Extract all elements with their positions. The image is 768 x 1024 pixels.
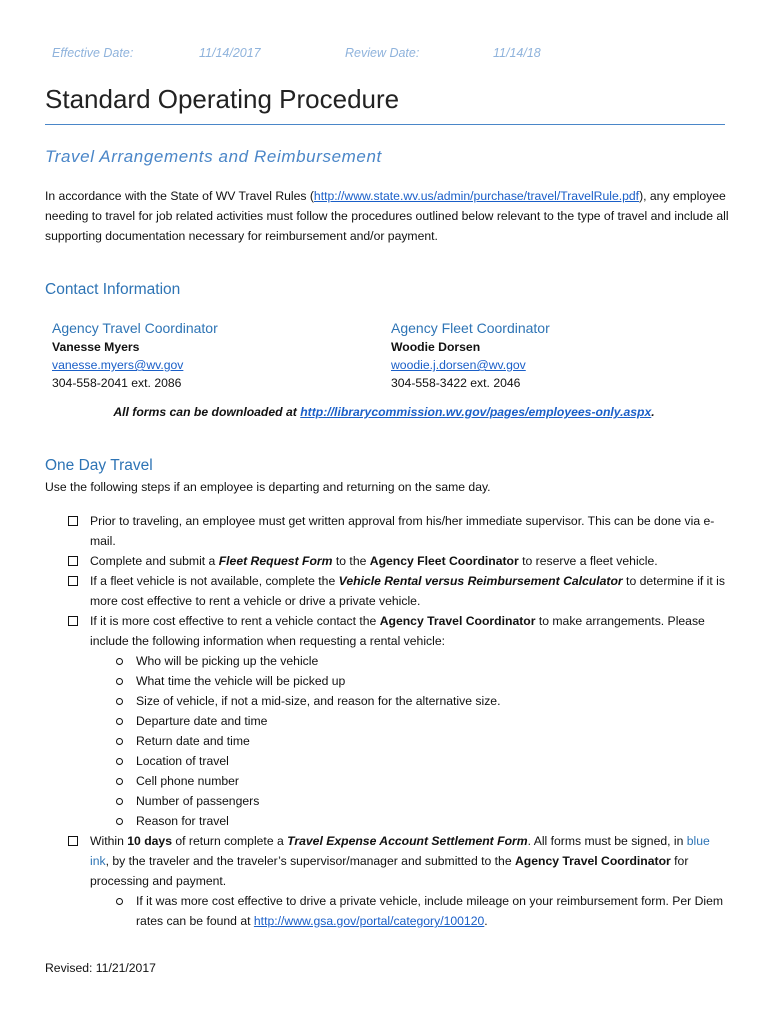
checkbox-icon [68, 616, 78, 626]
one-day-travel-steps [68, 511, 728, 931]
review-date-label: Review Date: [345, 46, 420, 60]
travel-coordinator-role: Agency Travel Coordinator [52, 320, 218, 336]
travel-rules-link[interactable]: http://www.state.wv.us/admin/purchase/travel/TravelRule.pdf [313, 189, 640, 203]
effective-date-value: 11/14/2017 [199, 46, 261, 60]
intro-paragraph: In accordance with the State of WV Travel Rules (http://www.state.wv.us/admin/purchase/travel/TravelRule.pdf), any employee needing to travel for job related activities must follow the procedures outlined below relevant to the type of travel and include all supporting documentation necessary for reimbursement and/or payment. [45, 189, 729, 243]
fleet-coordinator-phone: 304-558-3422 ext. 2046 [391, 376, 521, 390]
list-item: Cell phone number [114, 771, 728, 791]
list-item: Departure date and time [114, 711, 728, 731]
list-item: Who will be picking up the vehicle [114, 651, 728, 671]
one-day-travel-intro: Use the following steps if an employee is departing and returning on the same day. [45, 480, 491, 494]
fleet-coordinator-name: Woodie Dorsen [391, 340, 481, 354]
checkbox-icon [68, 836, 78, 846]
fleet-coordinator-email-link[interactable]: woodie.j.dorsen@wv.gov [391, 358, 526, 372]
bullet-circle-icon [116, 778, 123, 785]
list-item: If a fleet vehicle is not available, complete the Vehicle Rental versus Reimbursement Calculator to determine if it is more cost effective to rent a vehicle or drive a private vehicle. [68, 571, 728, 611]
list-item: If it is more cost effective to rent a vehicle contact the Agency Travel Coordinator to make arrangements. Please include the following information when requesting a rental vehicle: Who will be picking up the vehicle What time the vehicle will be picked up Size of vehicle, if not a mid-size, and reason for the alternative size. Departure date and time Return date and time Location of travel Cell phone number Number of passengers Reason for travel [68, 611, 728, 831]
list-item: Return date and time [114, 731, 728, 751]
effective-date-label: Effective Date: [52, 46, 134, 60]
bullet-circle-icon [116, 678, 123, 685]
list-item: Size of vehicle, if not a mid-size, and reason for the alternative size. [114, 691, 728, 711]
per-diem-rates-link[interactable]: http://www.gsa.gov/portal/category/100120 [253, 914, 485, 928]
list-item: Within 10 days of return complete a Travel Expense Account Settlement Form. All forms must be signed, in blue ink, by the traveler and the traveler’s supervisor/manager and submitted to the Agency Travel Coordinator for processing and payment. If it was more cost effective to drive a private vehicle, include mileage on your reimbursement form. Per Diem rates can be found at http://www.gsa.gov/portal/category/100120. [68, 831, 728, 931]
rental-info-list [90, 651, 728, 831]
title-divider [45, 124, 725, 125]
checkbox-icon [68, 556, 78, 566]
list-item: Reason for travel [114, 811, 728, 831]
travel-coordinator-name: Vanesse Myers [52, 340, 140, 354]
fleet-coordinator-role: Agency Fleet Coordinator [391, 320, 550, 336]
list-item: If it was more cost effective to drive a private vehicle, include mileage on your reimbursement form. Per Diem rates can be found at http://www.gsa.gov/portal/category/100120. [114, 891, 728, 931]
contact-heading: Contact Information [45, 281, 181, 298]
review-date-value: 11/14/18 [493, 46, 541, 60]
page-title: Standard Operating Procedure [45, 84, 400, 114]
fleet-coordinator-contact [391, 318, 691, 392]
bullet-circle-icon [116, 718, 123, 725]
list-item: Prior to traveling, an employee must get written approval from his/her immediate supervisor. This can be done via e-mail. [68, 511, 728, 551]
checkbox-icon [68, 516, 78, 526]
page-subtitle: Travel Arrangements and Reimbursement [45, 147, 382, 166]
bullet-circle-icon [116, 818, 123, 825]
list-item: Number of passengers [114, 791, 728, 811]
bullet-circle-icon [116, 758, 123, 765]
travel-coordinator-email-link[interactable]: vanesse.myers@wv.gov [52, 358, 184, 372]
one-day-travel-heading: One Day Travel [45, 457, 153, 474]
revised-date: Revised: 11/21/2017 [45, 961, 156, 975]
bullet-circle-icon [116, 698, 123, 705]
forms-download-note: All forms can be downloaded at http://librarycommission.wv.gov/pages/employees-only.aspx. [113, 405, 655, 419]
travel-coordinator-contact [52, 318, 352, 392]
list-item: Complete and submit a Fleet Request Form to the Agency Fleet Coordinator to reserve a fleet vehicle. [68, 551, 728, 571]
private-vehicle-note-list [90, 891, 728, 931]
list-item: What time the vehicle will be picked up [114, 671, 728, 691]
bullet-circle-icon [116, 898, 123, 905]
checkbox-icon [68, 576, 78, 586]
forms-download-link[interactable]: http://librarycommission.wv.gov/pages/employees-only.aspx [300, 405, 652, 419]
travel-coordinator-phone: 304-558-2041 ext. 2086 [52, 376, 182, 390]
bullet-circle-icon [116, 798, 123, 805]
list-item: Location of travel [114, 751, 728, 771]
bullet-circle-icon [116, 738, 123, 745]
bullet-circle-icon [116, 658, 123, 665]
